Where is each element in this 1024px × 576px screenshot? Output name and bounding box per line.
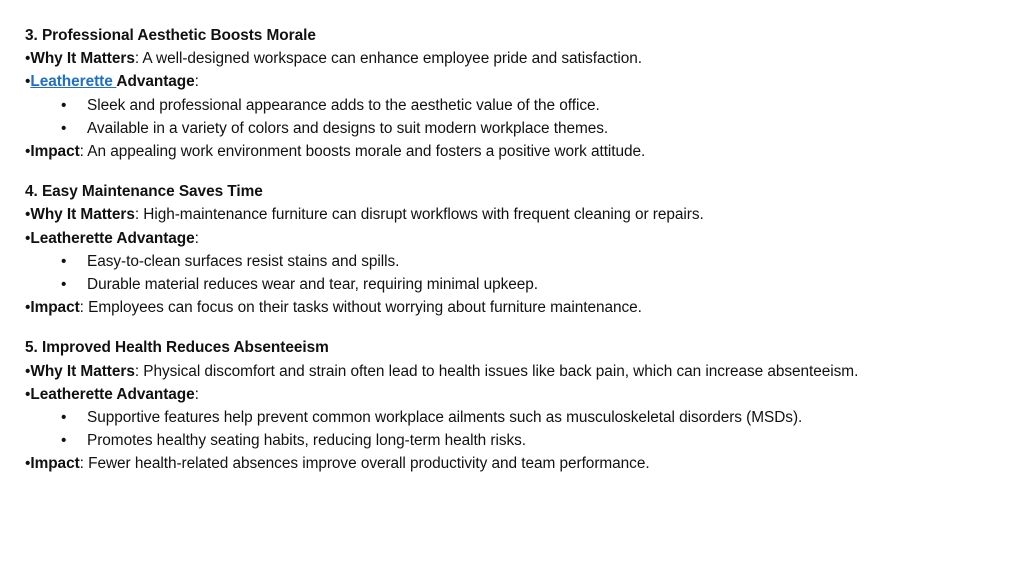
- why-label: Why It Matters: [30, 206, 135, 224]
- impact-label: Impact: [30, 299, 80, 317]
- sub-point: [25, 117, 1015, 140]
- advantage-label: Advantage: [116, 73, 195, 91]
- why-text: : Physical discomfort and strain often lead to health issues like back pain, which can increase absenteeism.: [134, 362, 859, 380]
- leatherette-link[interactable]: Leatherette: [30, 73, 117, 91]
- bullet: •: [61, 96, 67, 114]
- sub-point: [25, 429, 1015, 452]
- why-label: Why It Matters: [30, 362, 135, 380]
- impact-text: : An appealing work environment boosts morale and fosters a positive work attitude.: [79, 143, 646, 161]
- bullet: •: [61, 119, 67, 137]
- sub-point-text: Sleek and professional appearance adds to the aesthetic value of the office.: [87, 96, 600, 114]
- impact-line: [25, 296, 1015, 319]
- bullet: •: [25, 385, 31, 403]
- slide-content: [25, 24, 1015, 493]
- advantage-line: [25, 70, 1015, 93]
- impact-line: [25, 140, 1015, 163]
- section-maintenance: [25, 180, 1015, 319]
- bullet: •: [61, 409, 67, 427]
- impact-label: Impact: [30, 143, 80, 161]
- advantage-suffix: :: [194, 229, 199, 247]
- advantage-line: [25, 227, 1015, 250]
- advantage-label: Leatherette Advantage: [30, 385, 195, 403]
- section-health: [25, 336, 1015, 475]
- why-it-matters-line: [25, 47, 1015, 70]
- bullet: •: [61, 432, 67, 450]
- bullet: •: [25, 299, 31, 317]
- impact-line: [25, 452, 1015, 475]
- impact-label: Impact: [30, 455, 80, 473]
- sub-point: [25, 273, 1015, 296]
- why-text: : High-maintenance furniture can disrupt workflows with frequent cleaning or repairs.: [134, 206, 704, 224]
- sub-point-text: Easy-to-clean surfaces resist stains and spills.: [87, 252, 400, 270]
- bullet: •: [25, 206, 31, 224]
- bullet: •: [61, 276, 67, 294]
- advantage-label: Leatherette Advantage: [30, 229, 195, 247]
- section-aesthetic: [25, 24, 1015, 163]
- sub-point: [25, 406, 1015, 429]
- bullet: •: [25, 50, 31, 68]
- sub-point-text: Available in a variety of colors and designs to suit modern workplace themes.: [87, 119, 609, 137]
- why-text: : A well-designed workspace can enhance employee pride and satisfaction.: [134, 50, 642, 68]
- bullet: •: [25, 73, 31, 91]
- section-heading: 5. Improved Health Reduces Absenteeism: [25, 339, 329, 357]
- sub-point: [25, 250, 1015, 273]
- why-it-matters-line: [25, 203, 1015, 226]
- advantage-line: [25, 383, 1015, 406]
- bullet: •: [61, 252, 67, 270]
- section-heading: 4. Easy Maintenance Saves Time: [25, 183, 263, 201]
- impact-text: : Fewer health-related absences improve overall productivity and team performance.: [79, 455, 650, 473]
- advantage-suffix: :: [194, 385, 199, 403]
- impact-text: : Employees can focus on their tasks without worrying about furniture maintenance.: [79, 299, 642, 317]
- sub-point: [25, 94, 1015, 117]
- bullet: •: [25, 362, 31, 380]
- bullet: •: [25, 143, 31, 161]
- sub-point-text: Durable material reduces wear and tear, requiring minimal upkeep.: [87, 276, 539, 294]
- why-label: Why It Matters: [30, 50, 135, 68]
- bullet: •: [25, 229, 31, 247]
- advantage-suffix: :: [194, 73, 199, 91]
- section-heading: 3. Professional Aesthetic Boosts Morale: [25, 27, 316, 44]
- sub-point-text: Supportive features help prevent common workplace ailments such as musculoskeletal disorders (MSDs).: [87, 409, 803, 427]
- sub-point-text: Promotes healthy seating habits, reducing long-term health risks.: [87, 432, 527, 450]
- bullet: •: [25, 455, 31, 473]
- why-it-matters-line: [25, 360, 1015, 383]
